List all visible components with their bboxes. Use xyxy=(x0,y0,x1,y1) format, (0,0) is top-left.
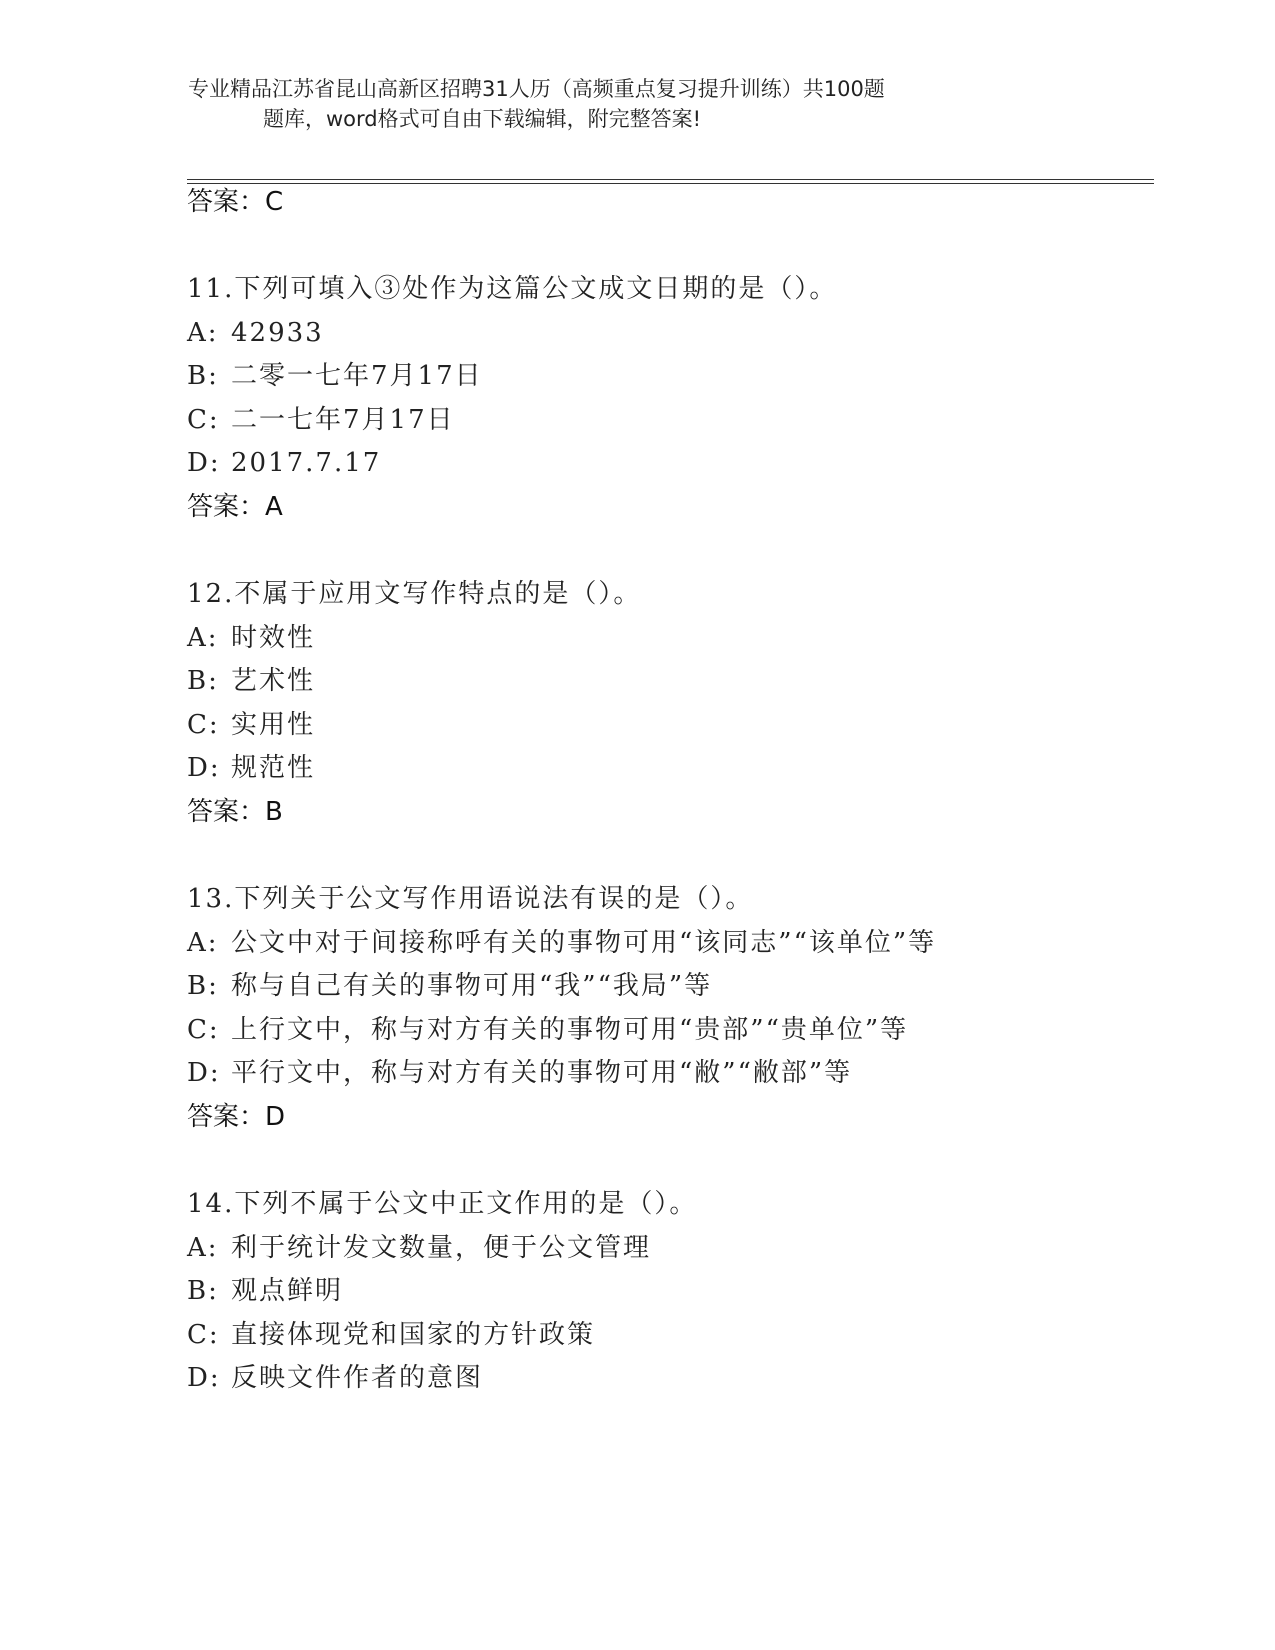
option-text: 规范性 xyxy=(231,753,316,783)
option-text: 公文中对于间接称呼有关的事物可用“该同志”“该单位”等 xyxy=(231,928,937,958)
header-title-line-1: 专业精品江苏省昆山高新区招聘31人历（高频重点复习提升训练）共100题 xyxy=(188,77,885,101)
option-text: 上行文中，称与对方有关的事物可用“贵部”“贵单位”等 xyxy=(231,1015,909,1045)
option-text: 直接体现党和国家的方针政策 xyxy=(231,1320,596,1350)
header-divider-top xyxy=(187,179,1154,180)
option-text: 2017.7.17 xyxy=(231,448,382,478)
option-line xyxy=(187,1232,651,1264)
option-text: 二零一七年7月17日 xyxy=(231,361,483,391)
option-key: A: xyxy=(187,1233,219,1263)
option-key: A: xyxy=(187,318,219,348)
option-key: D: xyxy=(187,753,221,783)
option-text: 42933 xyxy=(231,318,324,348)
option-text: 利于统计发文数量，便于公文管理 xyxy=(231,1233,652,1263)
option-key: D: xyxy=(187,1058,221,1088)
option-key: A: xyxy=(187,623,219,653)
option-text: 实用性 xyxy=(231,710,316,740)
option-key: D: xyxy=(187,1363,221,1393)
option-line xyxy=(187,404,455,436)
option-line xyxy=(187,317,324,349)
question-stem: 11.下列可填入③处作为这篇公文成文日期的是（）。 xyxy=(187,274,838,304)
option-key: A: xyxy=(187,928,219,958)
option-line xyxy=(187,752,315,784)
option-key: C: xyxy=(187,1320,220,1350)
option-key: C: xyxy=(187,1015,220,1045)
answer-line: 答案：C xyxy=(187,187,284,217)
option-line xyxy=(187,1014,908,1046)
option-key: D: xyxy=(187,448,221,478)
option-text: 观点鲜明 xyxy=(231,1276,344,1306)
option-text: 时效性 xyxy=(231,623,316,653)
option-line xyxy=(187,360,483,392)
option-line xyxy=(187,970,712,1002)
option-text: 艺术性 xyxy=(231,666,316,696)
question-stem: 13.下列关于公文写作用语说法有误的是（）。 xyxy=(187,884,754,914)
option-key: B: xyxy=(187,361,219,391)
answer-line: 答案：A xyxy=(187,492,283,522)
option-text: 二一七年7月17日 xyxy=(231,405,455,435)
option-line xyxy=(187,1319,595,1351)
header-title-line-2: 题库，word格式可自由下载编辑，附完整答案! xyxy=(263,107,702,131)
option-key: C: xyxy=(187,710,220,740)
option-line xyxy=(187,709,315,741)
answer-line: 答案：B xyxy=(187,797,283,827)
option-line xyxy=(187,665,315,697)
option-key: C: xyxy=(187,405,220,435)
option-key: B: xyxy=(187,1276,219,1306)
option-line xyxy=(187,447,381,479)
question-stem: 14.下列不属于公文中正文作用的是（）。 xyxy=(187,1189,698,1219)
option-key: B: xyxy=(187,666,219,696)
option-line xyxy=(187,622,315,654)
header-divider-bottom xyxy=(187,183,1154,184)
option-line xyxy=(187,927,936,959)
option-line xyxy=(187,1362,483,1394)
answer-line: 答案：D xyxy=(187,1102,286,1132)
option-line xyxy=(187,1057,852,1089)
option-text: 平行文中，称与对方有关的事物可用“敝”“敝部”等 xyxy=(231,1058,853,1088)
option-text: 反映文件作者的意图 xyxy=(231,1363,484,1393)
document-header xyxy=(188,74,1088,134)
option-line xyxy=(187,1275,343,1307)
question-stem: 12.不属于应用文写作特点的是（）。 xyxy=(187,579,642,609)
option-key: B: xyxy=(187,971,219,1001)
option-text: 称与自己有关的事物可用“我”“我局”等 xyxy=(231,971,713,1001)
